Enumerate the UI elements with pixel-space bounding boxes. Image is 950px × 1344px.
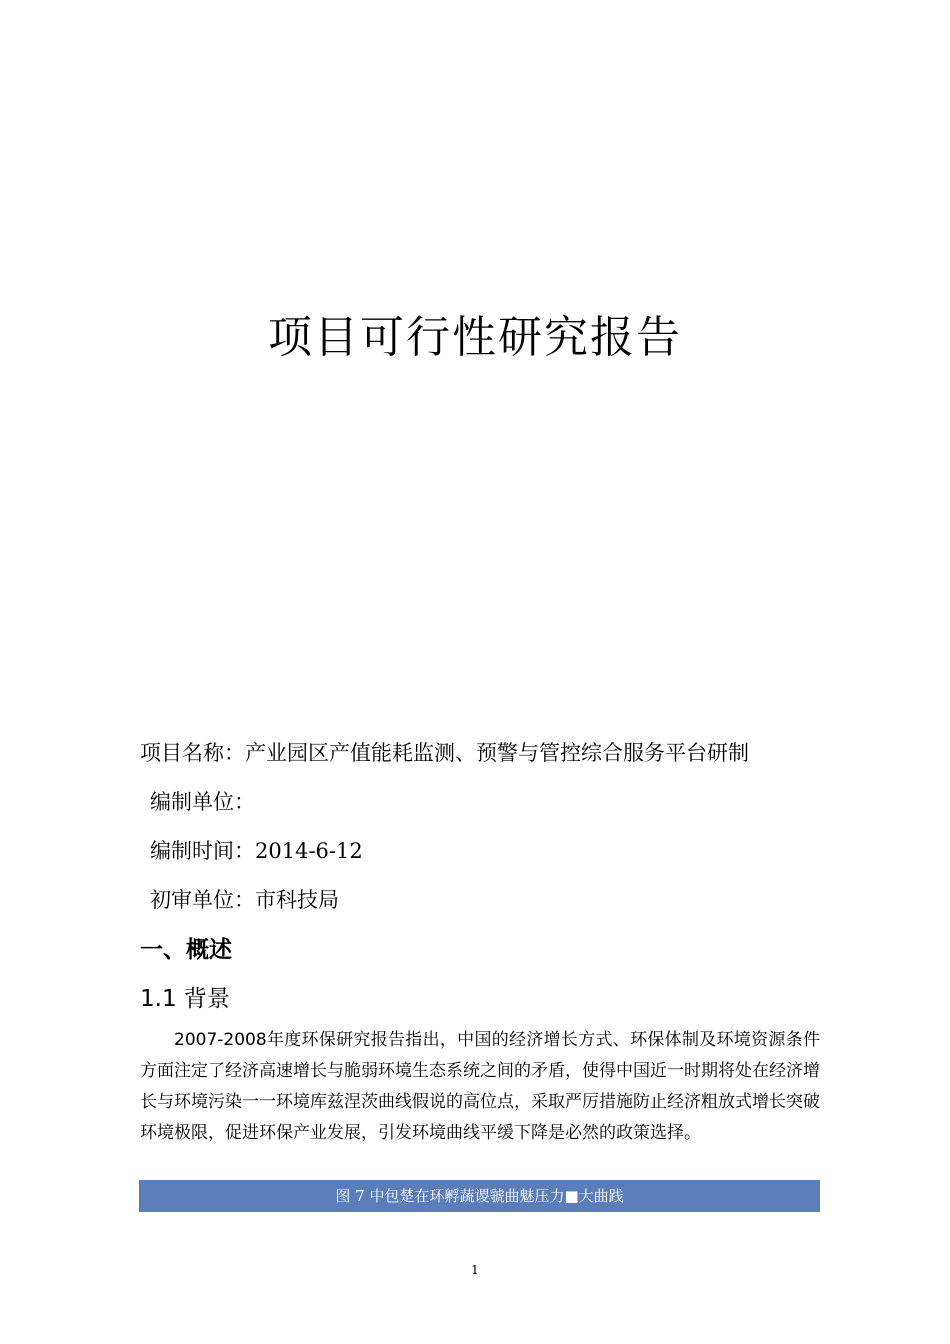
section-heading: 一、概述	[140, 937, 232, 963]
meta-value: 2014-6-12	[255, 839, 363, 863]
meta-label: 项目名称：	[140, 741, 245, 765]
meta-value: 市科技局	[255, 888, 339, 912]
meta-value: 产业园区产值能耗监测、预警与管控综合服务平台研制	[245, 741, 749, 765]
meta-label: 编制单位：	[150, 790, 255, 814]
body-paragraph: 2007-2008年度环保研究报告指出，中国的经济增长方式、环保体制及环境资源条件方面注定了经济高速增长与脆弱环境生态系统之间的矛盾，使得中国近一时期将处在经济增长与环境污染一一环境库兹涅茨曲线假说的高位点，采取严厉措施防止经济粗放式增长突破环境极限，促进环保产业发展，引发环境曲线平缓下降是必然的政策选择。	[140, 1030, 820, 1143]
meta-label: 初审单位：	[150, 888, 255, 912]
meta-compiling-unit	[150, 787, 255, 817]
page-number: 1	[471, 1263, 479, 1277]
meta-review-unit	[150, 885, 339, 915]
figure-caption-bar: 图 7 中包楚在环孵蔬谡虢曲魅压力■大曲践	[139, 1180, 820, 1212]
meta-label: 编制时间：	[150, 839, 255, 863]
subsection-heading: 1.1 背景	[140, 986, 230, 1012]
meta-project-name	[140, 738, 749, 768]
document-title: 项目可行性研究报告	[268, 312, 682, 363]
meta-compiling-date	[150, 836, 363, 866]
